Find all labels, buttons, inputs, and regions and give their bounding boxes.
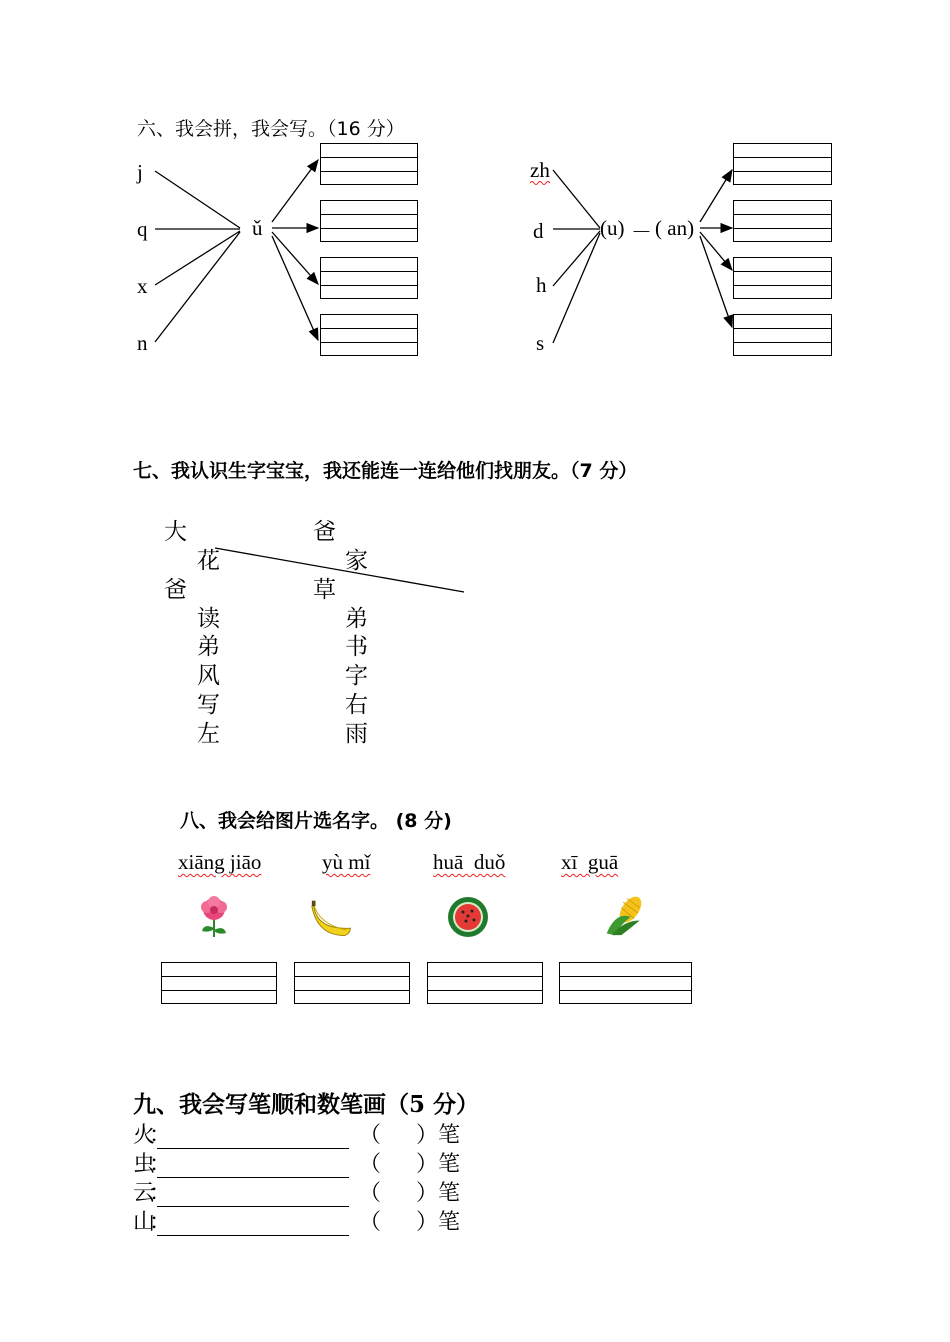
watermelon-icon <box>446 895 490 939</box>
stroke-char: 山 <box>133 1210 156 1235</box>
stroke-count-blank[interactable]: （ ） <box>359 1181 438 1206</box>
right-char: 雨 <box>345 721 368 747</box>
left-char: 写 <box>197 692 220 718</box>
right-char: 草 <box>313 577 336 603</box>
stroke-char: 虫 <box>133 1152 156 1177</box>
right-char: 字 <box>345 663 368 689</box>
initial-d: d <box>533 219 544 243</box>
right-char: 爸 <box>313 519 336 545</box>
stroke-count-blank[interactable]: （ ） <box>359 1152 438 1177</box>
answer-box[interactable] <box>427 962 543 1004</box>
left-char: 大 <box>164 519 187 545</box>
flower-icon <box>192 895 236 939</box>
stroke-suffix: 笔 <box>438 1152 461 1177</box>
left-char: 读 <box>197 606 220 632</box>
right-char: 家 <box>345 548 368 574</box>
stroke-order-blank[interactable] <box>157 1213 349 1236</box>
stroke-suffix: 笔 <box>438 1210 461 1235</box>
left-char: 弟 <box>197 634 220 660</box>
example-match-line <box>0 0 950 620</box>
stroke-row <box>133 1147 460 1178</box>
corn-icon <box>603 893 647 937</box>
colon: ： <box>149 1210 172 1235</box>
colon: ： <box>149 1152 172 1177</box>
answer-box[interactable] <box>161 962 277 1004</box>
stroke-suffix: 笔 <box>438 1123 461 1148</box>
dash: － <box>631 220 652 244</box>
stroke-row <box>133 1205 460 1236</box>
initial-j: j <box>137 160 143 184</box>
pinyin-label: xiāng jiāo <box>178 850 262 874</box>
stroke-order-blank[interactable] <box>157 1155 349 1178</box>
stroke-suffix: 笔 <box>438 1181 461 1206</box>
right-char: 右 <box>345 692 368 718</box>
final-u: ǔ <box>252 216 263 240</box>
left-char: 左 <box>197 721 220 747</box>
stroke-row <box>133 1176 460 1207</box>
section6-title: 六、我会拼，我会写。（16 分） <box>137 118 405 140</box>
final-an: ( an) <box>655 216 695 240</box>
initial-s: s <box>536 331 545 355</box>
initial-x: x <box>137 274 148 298</box>
banana-icon <box>310 897 354 941</box>
colon: ： <box>149 1181 172 1206</box>
left-char: 花 <box>197 548 220 574</box>
stroke-count-blank[interactable]: （ ） <box>359 1123 438 1148</box>
medial-u: (u) <box>600 216 625 240</box>
stroke-order-blank[interactable] <box>157 1126 349 1149</box>
pinyin-label: xī guā <box>561 850 619 874</box>
section7-title: 七、我认识生字宝宝，我还能连一连给他们找朋友。（7 分） <box>133 460 638 482</box>
initial-zh: zh <box>530 158 550 182</box>
pinyin-label: yù mǐ <box>322 850 371 874</box>
answer-box[interactable] <box>294 962 410 1004</box>
stroke-row <box>133 1118 460 1149</box>
stroke-count-blank[interactable]: （ ） <box>359 1210 438 1235</box>
stroke-char: 火 <box>133 1123 156 1148</box>
initial-h: h <box>536 273 547 297</box>
left-char: 爸 <box>164 577 187 603</box>
right-char: 书 <box>345 634 368 660</box>
section8-title: 八、我会给图片选名字。 (8 分) <box>180 810 452 832</box>
left-char: 风 <box>197 663 220 689</box>
section9-title: 九、我会写笔顺和数笔画（5 分） <box>133 1091 480 1118</box>
pinyin-label: huā duǒ <box>433 850 506 874</box>
stroke-char: 云 <box>133 1181 156 1206</box>
initial-n: n <box>137 331 148 355</box>
initial-q: q <box>137 217 148 241</box>
answer-box[interactable] <box>559 962 692 1004</box>
stroke-order-blank[interactable] <box>157 1184 349 1207</box>
right-char: 弟 <box>345 606 368 632</box>
colon: ： <box>149 1123 172 1148</box>
